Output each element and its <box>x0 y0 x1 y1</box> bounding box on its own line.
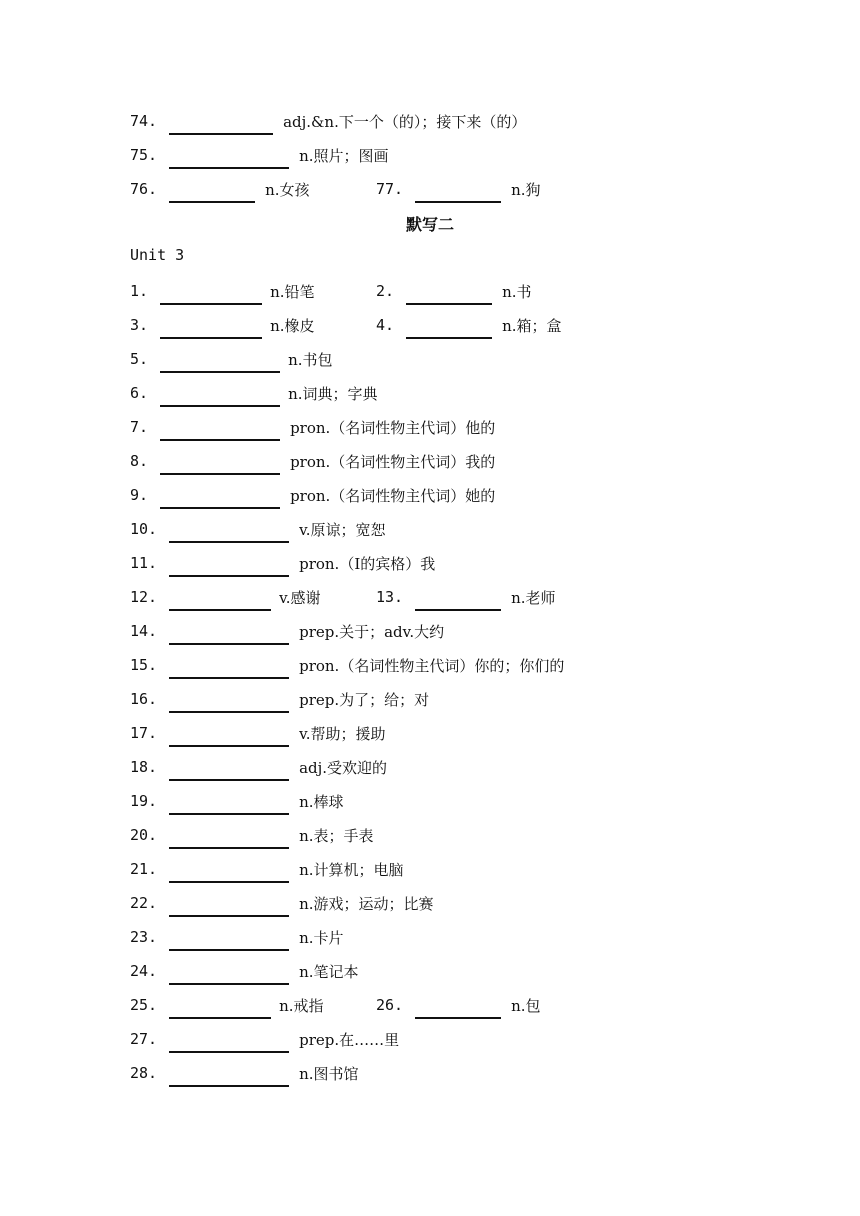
vocab-line <box>0 954 860 988</box>
vocab-line <box>0 716 860 750</box>
item-definition: n.书 <box>502 282 532 301</box>
vocab-line <box>0 1056 860 1090</box>
unit-title: Unit 3 <box>130 246 185 264</box>
item-definition: n.戒指 <box>279 996 324 1015</box>
answer-blank[interactable] <box>169 961 289 985</box>
answer-blank[interactable] <box>169 893 289 917</box>
item-number: 28. <box>130 1064 158 1082</box>
vocab-line <box>0 682 860 716</box>
item-number: 17. <box>130 724 158 742</box>
vocab-item <box>130 648 564 682</box>
vocab-line <box>0 750 860 784</box>
answer-blank[interactable] <box>415 995 501 1019</box>
item-number: 25. <box>130 996 158 1014</box>
item-definition: n.笔记本 <box>299 962 359 981</box>
section-title: 默写二 <box>405 215 454 234</box>
vocab-line <box>0 988 860 1022</box>
item-definition: n.棒球 <box>299 792 344 811</box>
vocab-item <box>130 886 434 920</box>
vocab-item <box>130 376 378 410</box>
vocab-item <box>130 478 495 512</box>
vocab-item <box>130 172 310 206</box>
vocab-item <box>130 682 429 716</box>
item-definition: v.原谅；宽恕 <box>299 520 386 539</box>
vocab-item <box>376 988 541 1022</box>
item-definition: n.书包 <box>288 350 333 369</box>
item-definition: prep.关于；adv.大约 <box>299 622 445 641</box>
item-number: 4. <box>376 316 395 334</box>
vocab-item <box>130 784 344 818</box>
item-definition: n.游戏；运动；比赛 <box>299 894 434 913</box>
item-number: 75. <box>130 146 158 164</box>
vocab-line <box>0 648 860 682</box>
item-number: 16. <box>130 690 158 708</box>
answer-blank[interactable] <box>406 315 492 339</box>
item-definition: pron.（名词性物主代词）他的 <box>290 418 496 437</box>
vocab-item <box>130 988 324 1022</box>
answer-blank[interactable] <box>160 383 280 407</box>
vocab-item <box>130 546 435 580</box>
item-number: 21. <box>130 860 158 878</box>
vocab-item <box>130 920 344 954</box>
answer-blank[interactable] <box>169 791 289 815</box>
answer-blank[interactable] <box>160 315 262 339</box>
vocab-item <box>130 818 374 852</box>
answer-blank[interactable] <box>160 349 280 373</box>
item-definition: v.感谢 <box>279 588 321 607</box>
item-number: 74. <box>130 112 158 130</box>
answer-blank[interactable] <box>169 859 289 883</box>
answer-blank[interactable] <box>415 179 501 203</box>
vocab-item <box>130 852 404 886</box>
vocab-line <box>0 886 860 920</box>
vocab-item <box>130 308 315 342</box>
vocab-item <box>130 716 386 750</box>
item-number: 13. <box>376 588 404 606</box>
item-number: 26. <box>376 996 404 1014</box>
vocab-line <box>0 1022 860 1056</box>
item-definition: n.箱；盒 <box>502 316 562 335</box>
vocab-item <box>130 104 526 138</box>
item-number: 5. <box>130 350 149 368</box>
vocab-item <box>130 954 359 988</box>
vocab-line <box>0 784 860 818</box>
item-number: 6. <box>130 384 149 402</box>
vocab-line <box>0 852 860 886</box>
answer-blank[interactable] <box>169 621 289 645</box>
vocab-line <box>0 614 860 648</box>
vocab-line <box>0 410 860 444</box>
item-number: 8. <box>130 452 149 470</box>
item-number: 24. <box>130 962 158 980</box>
item-number: 77. <box>376 180 404 198</box>
item-number: 76. <box>130 180 158 198</box>
answer-blank[interactable] <box>169 757 289 781</box>
item-definition: n.包 <box>511 996 541 1015</box>
item-number: 22. <box>130 894 158 912</box>
item-definition: v.帮助；援助 <box>299 724 386 743</box>
answer-blank[interactable] <box>169 1063 289 1087</box>
answer-blank[interactable] <box>415 587 501 611</box>
answer-blank[interactable] <box>169 1029 289 1053</box>
answer-blank[interactable] <box>169 179 255 203</box>
item-number: 27. <box>130 1030 158 1048</box>
item-definition: adj.受欢迎的 <box>299 758 388 777</box>
vocab-item <box>130 580 321 614</box>
answer-blank[interactable] <box>160 451 280 475</box>
item-definition: n.计算机；电脑 <box>299 860 404 879</box>
vocab-item <box>130 1056 359 1090</box>
item-number: 15. <box>130 656 158 674</box>
item-definition: pron.（I的宾格）我 <box>299 554 436 573</box>
item-definition: n.词典；字典 <box>288 384 378 403</box>
item-definition: n.图书馆 <box>299 1064 359 1083</box>
vocab-item <box>130 342 333 376</box>
item-definition: pron.（名词性物主代词）我的 <box>290 452 496 471</box>
vocab-item <box>376 580 556 614</box>
item-definition: prep.在……里 <box>299 1030 400 1049</box>
vocab-line <box>0 342 860 376</box>
item-number: 20. <box>130 826 158 844</box>
vocab-line <box>0 580 860 614</box>
item-number: 12. <box>130 588 158 606</box>
vocab-line <box>0 444 860 478</box>
vocab-line <box>0 138 860 172</box>
item-definition: n.卡片 <box>299 928 344 947</box>
vocab-item <box>130 614 444 648</box>
vocab-line <box>0 818 860 852</box>
vocab-item <box>130 138 389 172</box>
item-number: 7. <box>130 418 149 436</box>
answer-blank[interactable] <box>160 485 280 509</box>
answer-blank[interactable] <box>169 145 289 169</box>
vocab-line <box>0 274 860 308</box>
item-number: 3. <box>130 316 149 334</box>
answer-blank[interactable] <box>169 927 289 951</box>
item-definition: pron.（名词性物主代词）你的；你们的 <box>299 656 565 675</box>
answer-blank[interactable] <box>169 655 289 679</box>
vocab-item <box>130 444 495 478</box>
answer-blank[interactable] <box>169 587 271 611</box>
answer-blank[interactable] <box>160 417 280 441</box>
item-definition: n.铅笔 <box>270 282 315 301</box>
vocab-line <box>0 478 860 512</box>
item-definition: prep.为了；给；对 <box>299 690 430 709</box>
item-definition: n.表；手表 <box>299 826 374 845</box>
vocab-item <box>130 410 495 444</box>
vocab-item <box>376 308 562 342</box>
item-definition: n.照片；图画 <box>299 146 389 165</box>
answer-blank[interactable] <box>169 723 289 747</box>
item-definition: adj.&n.下一个（的）；接下来（的） <box>283 112 527 131</box>
item-number: 23. <box>130 928 158 946</box>
vocab-line <box>0 920 860 954</box>
vocab-line <box>0 546 860 580</box>
item-number: 1. <box>130 282 149 300</box>
answer-blank[interactable] <box>169 553 289 577</box>
vocab-line <box>0 104 860 138</box>
answer-blank[interactable] <box>160 281 262 305</box>
vocab-item <box>130 750 387 784</box>
vocab-line <box>0 308 860 342</box>
vocab-line <box>0 376 860 410</box>
answer-blank[interactable] <box>169 689 289 713</box>
item-definition: n.橡皮 <box>270 316 315 335</box>
answer-blank[interactable] <box>169 825 289 849</box>
vocab-item <box>130 512 386 546</box>
item-number: 2. <box>376 282 395 300</box>
vocab-line <box>0 512 860 546</box>
item-number: 18. <box>130 758 158 776</box>
vocab-item <box>376 274 532 308</box>
item-number: 10. <box>130 520 158 538</box>
item-number: 11. <box>130 554 158 572</box>
item-definition: n.女孩 <box>265 180 310 199</box>
item-number: 14. <box>130 622 158 640</box>
item-definition: n.老师 <box>511 588 556 607</box>
answer-blank[interactable] <box>406 281 492 305</box>
vocab-line <box>0 172 860 206</box>
answer-blank[interactable] <box>169 995 271 1019</box>
item-number: 9. <box>130 486 149 504</box>
vocab-item <box>130 274 315 308</box>
item-definition: pron.（名词性物主代词）她的 <box>290 486 496 505</box>
item-definition: n.狗 <box>511 180 541 199</box>
item-number: 19. <box>130 792 158 810</box>
answer-blank[interactable] <box>169 111 273 135</box>
answer-blank[interactable] <box>169 519 289 543</box>
vocab-item <box>130 1022 399 1056</box>
vocab-item <box>376 172 541 206</box>
